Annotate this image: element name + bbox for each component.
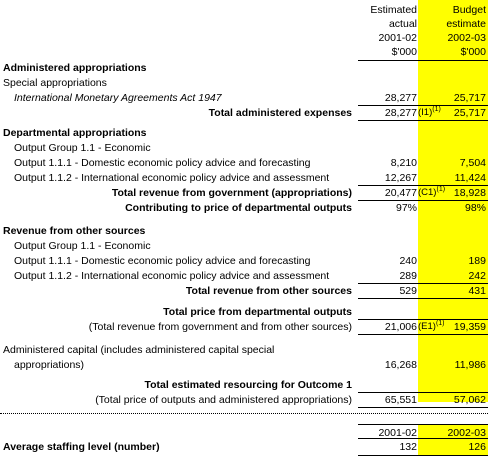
table-row [0, 239, 488, 253]
note-superscript: (1) [435, 320, 445, 327]
budget-value: 431 [468, 285, 486, 297]
staffing-year-budget: 2002-03 [447, 427, 486, 439]
row-label: Output Group 1.1 - Economic [14, 240, 151, 252]
table-row [0, 254, 488, 268]
note-code: (C1) [418, 187, 437, 198]
row-label: Output 1.1.2 - International economic policy advice and assessment [14, 172, 330, 184]
header-budget-cell: Budget [452, 4, 486, 16]
budget-value: 25,717 [453, 92, 486, 104]
table-row [0, 61, 488, 75]
table-row [0, 269, 488, 283]
row-label: Output Group 1.1 - Economic [14, 142, 151, 154]
table-row [0, 76, 488, 90]
row-label: Output 1.1.1 - Domestic economic policy advice and forecasting [14, 255, 311, 267]
row-label: (Total price of outputs and administered appropriations) [95, 394, 352, 406]
estimated-value: 20,477 [384, 187, 417, 199]
budget-value: 11,424 [454, 172, 486, 184]
note-code: (E1) [418, 321, 436, 332]
estimated-value: 8,210 [390, 157, 417, 169]
row-label: Total revenue from government (appropriations) [111, 187, 352, 199]
budget-value: 18,928 [453, 187, 486, 199]
budget-value: 11,986 [454, 359, 486, 371]
table-row [0, 284, 488, 298]
row-label: Total price from departmental outputs [163, 306, 352, 318]
estimated-value: 28,277 [384, 107, 417, 119]
table-row [0, 171, 488, 185]
note-code: (I1) [418, 107, 433, 118]
rule-line [358, 298, 488, 299]
table-row [0, 305, 488, 319]
staffing-budget: 126 [468, 441, 486, 453]
row-label: Departmental appropriations [3, 127, 147, 139]
staffing-label: Average staffing level (number) [3, 441, 160, 453]
table-row [0, 358, 488, 372]
row-label: Output 1.1.1 - Domestic economic policy advice and forecasting [14, 157, 311, 169]
rule-line [358, 120, 488, 121]
staffing-row [0, 440, 488, 454]
budget-value: 242 [468, 270, 486, 282]
rule-line [358, 283, 488, 284]
header-estimated-cell: actual [388, 18, 417, 30]
table-row [0, 141, 488, 155]
table-row [0, 91, 488, 105]
table-row [0, 343, 488, 357]
table-row [0, 224, 488, 238]
rule-line [358, 60, 488, 61]
staffing-estimated: 132 [399, 441, 417, 453]
rule-line [0, 413, 488, 414]
rule-line [358, 319, 488, 320]
table-row [0, 201, 488, 215]
table-row [0, 186, 488, 200]
header-row [0, 45, 488, 59]
header-budget-cell: $'000 [460, 46, 486, 58]
estimated-value: 529 [399, 285, 417, 297]
header-budget-cell: 2002-03 [447, 32, 486, 44]
budget-value: 57,062 [453, 394, 486, 406]
header-estimated-cell: Estimated [370, 4, 417, 16]
row-label: Contributing to price of departmental outputs [125, 202, 352, 214]
header-row [0, 31, 488, 45]
row-label: appropriations) [14, 359, 85, 371]
rule-line [358, 424, 488, 425]
rule-line [358, 105, 488, 106]
row-label: Total estimated resourcing for Outcome 1 [144, 379, 352, 391]
row-label: Administered capital (includes administered capital special [3, 344, 275, 356]
staffing-year-estimated: 2001-02 [378, 427, 417, 439]
table-row [0, 126, 488, 140]
row-label: Special appropriations [3, 77, 107, 89]
budget-value: 7,504 [459, 157, 486, 169]
rule-line [358, 392, 488, 393]
budget-value: 189 [468, 255, 486, 267]
estimated-value: 65,551 [384, 394, 417, 406]
row-label: Administered appropriations [3, 62, 147, 74]
note-superscript: (1) [432, 106, 441, 113]
budget-value: 98% [464, 202, 486, 214]
table-row [0, 106, 488, 120]
estimated-value: 16,268 [384, 359, 417, 371]
estimated-value: 21,006 [384, 321, 417, 333]
estimated-value: 240 [399, 255, 417, 267]
header-budget-cell: estimate [446, 18, 486, 30]
rule-line [358, 334, 488, 335]
staffing-year-row [0, 426, 488, 440]
row-label: Output 1.1.2 - International economic policy advice and assessment [14, 270, 330, 282]
estimated-value: 12,267 [384, 172, 417, 184]
header-row [0, 3, 488, 17]
row-label: Revenue from other sources [3, 225, 146, 237]
table-row [0, 320, 488, 334]
rule-line [358, 200, 488, 201]
budget-value: 19,359 [453, 321, 486, 333]
row-label: International Monetary Agreements Act 1947 [14, 92, 222, 104]
table-row [0, 378, 488, 392]
table-row [0, 156, 488, 170]
table-row [0, 393, 488, 407]
estimated-value: 28,277 [384, 92, 417, 104]
row-label: (Total revenue from government and from other sources) [88, 321, 352, 333]
rule-line [358, 407, 488, 408]
estimated-value: 289 [399, 270, 417, 282]
budget-value: 25,717 [453, 107, 486, 119]
rule-line [358, 185, 488, 186]
header-row [0, 17, 488, 31]
row-label: Total administered expenses [208, 107, 352, 119]
header-estimated-cell: $'000 [391, 46, 417, 58]
note-superscript: (1) [436, 186, 446, 193]
estimated-value: 97% [395, 202, 417, 214]
row-label: Total revenue from other sources [185, 285, 352, 297]
header-estimated-cell: 2001-02 [378, 32, 417, 44]
